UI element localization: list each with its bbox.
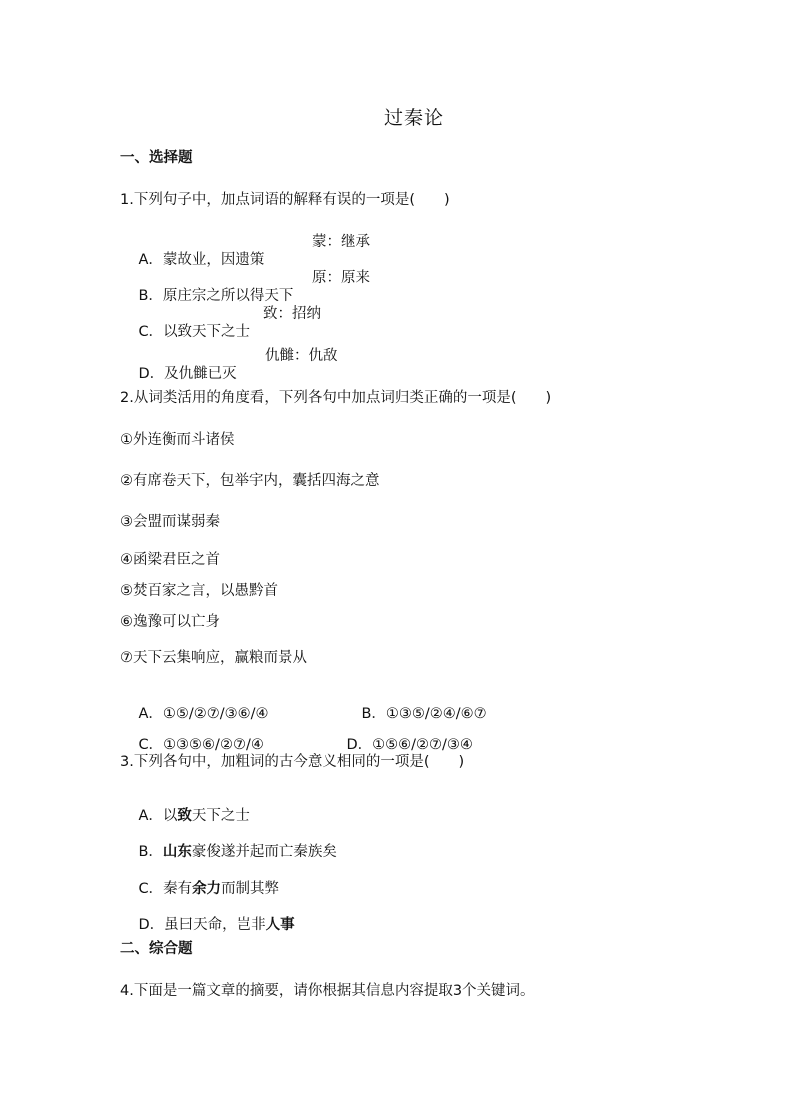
option-text-post: 天下之士: [191, 808, 250, 824]
option-letter: D．: [346, 737, 373, 753]
option-letter: D．: [138, 366, 165, 382]
bold-word: 余力: [192, 881, 222, 897]
q1-option-b-note: 原：原来: [312, 270, 370, 286]
option-text-post: 豪俊遂并起而亡秦族矣: [191, 844, 337, 860]
option-text-post: 而制其弊: [221, 881, 280, 897]
question-2-stem: 2.从词类活用的角度看，下列各句中加点词归类正确的一项是( ): [120, 390, 552, 406]
option-text-pre: 虽曰天命，岂非: [164, 917, 266, 933]
q2-item-2: ②有席卷天下，包举宇内，囊括四海之意: [120, 473, 380, 489]
question-4-stem: 4.下面是一篇文章的摘要，请你根据其信息内容提取3个关键词。: [120, 983, 535, 999]
question-1-stem: 1.下列句子中，加点词语的解释有误的一项是( ): [120, 192, 450, 208]
option-letter: B．: [361, 706, 386, 722]
q2-item-6: ⑥逸豫可以亡身: [120, 614, 220, 630]
option-text: 原庄宗之所以得天下: [162, 288, 294, 304]
option-letter: B．: [138, 288, 163, 304]
option-letter: A．: [138, 252, 163, 268]
option-letter: A．: [138, 808, 163, 824]
q2-item-1: ①外连衡而斗诸侯: [120, 432, 235, 448]
option-letter: C．: [138, 737, 164, 753]
option-text: ①③⑤⑥/②⑦/④: [163, 737, 264, 753]
q1-option-d-note: 仇雠：仇敌: [265, 348, 338, 364]
bold-word: 人事: [265, 917, 295, 933]
question-3-stem: 3.下列各句中，加粗词的古今意义相同的一项是( ): [120, 754, 465, 770]
q1-option-c-note: 致：招纳: [263, 306, 321, 322]
option-letter: B．: [138, 844, 163, 860]
section-heading-comprehensive: 二、综合题: [120, 941, 193, 957]
option-text-pre: 秦有: [163, 881, 193, 897]
option-text: ①⑤⑥/②⑦/③④: [372, 737, 473, 753]
page-title: 过秦论: [384, 107, 445, 129]
option-letter: D．: [138, 917, 165, 933]
option-text: 蒙故业，因遗策: [162, 252, 265, 268]
section-heading-choice: 一、选择题: [120, 150, 193, 166]
option-text: 以致天下之士: [163, 324, 251, 340]
option-letter: C．: [138, 324, 164, 340]
option-text: ①③⑤/②④/⑥⑦: [385, 706, 487, 722]
q2-item-7: ⑦天下云集响应，赢粮而景从: [120, 650, 307, 666]
option-letter: A．: [138, 706, 163, 722]
q2-item-5: ⑤焚百家之言，以愚黔首: [120, 583, 278, 599]
option-text: 及仇雠已灭: [164, 366, 237, 382]
option-letter: C．: [138, 881, 164, 897]
q1-option-a-note: 蒙：继承: [312, 234, 370, 250]
q2-item-3: ③会盟而谋弱秦: [120, 514, 220, 530]
q2-item-4: ④函梁君臣之首: [120, 552, 220, 568]
bold-word: 山东: [162, 844, 192, 860]
option-text-pre: 以: [162, 808, 178, 824]
bold-word: 致: [177, 808, 192, 824]
option-text: ①⑤/②⑦/③⑥/④: [162, 706, 269, 722]
